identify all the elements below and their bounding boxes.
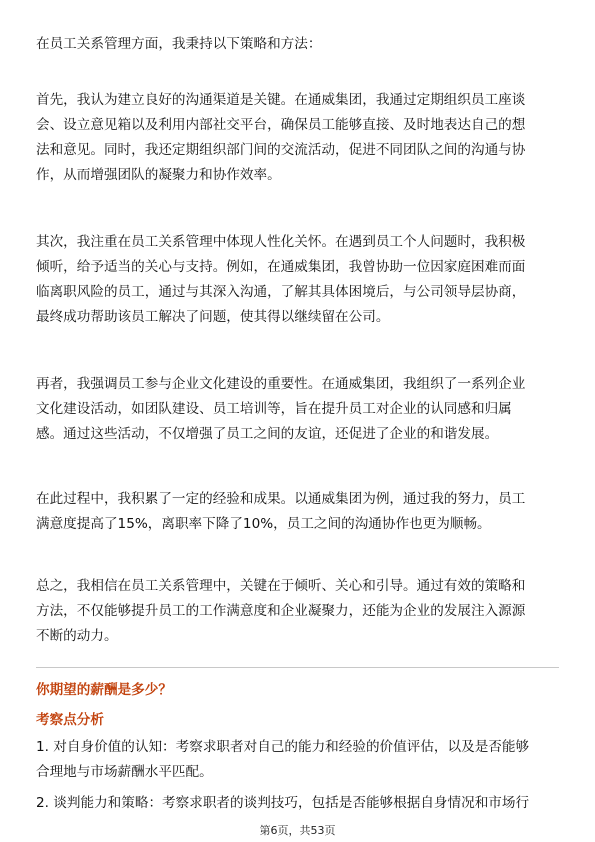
analysis-item-2 [36,791,559,816]
text-line: 首先，我认为建立良好的沟通渠道是关键。在通威集团，我通过定期组织员工座谈 [36,92,526,108]
text-line: 临离职风险的员工，通过与其深入沟通，了解其具体困境后，与公司领导层协商， [36,284,526,300]
question-title: 你期望的薪酬是多少？ [36,682,172,698]
text-line: 1. 对自身价值的认知：考察求职者对自己的能力和经验的价值评估，以及是否能够 [36,739,530,755]
text-line: 不断的动力。 [36,628,118,644]
text-line: 会、设立意见箱以及利用内部社交平台，确保员工能够直接、及时地表达自己的想 [36,117,526,133]
text-line: 总之，我相信在员工关系管理中，关键在于倾听、关心和引导。通过有效的策略和 [36,578,526,594]
text-line: 其次，我注重在员工关系管理中体现人性化关怀。在遇到员工个人问题时，我积极 [36,234,526,250]
text-line: 倾听，给予适当的关心与支持。例如，在通威集团，我曾协助一位因家庭困难而面 [36,259,526,275]
document-page [36,0,559,842]
text-line: 最终成功帮助该员工解决了问题，使其得以继续留在公司。 [36,309,390,325]
text-line: 满意度提高了15%，离职率下降了10%，员工之间的沟通协作也更为顺畅。 [36,516,491,532]
page-footer: 第6页，共53页 [259,824,336,837]
text-line: 在此过程中，我积累了一定的经验和成果。以通威集团为例，通过我的努力，员工 [36,491,526,507]
paragraph-conclusion [36,574,559,649]
analysis-item-1 [36,735,559,785]
text-line: 2. 谈判能力和策略：考察求职者的谈判技巧，包括是否能够根据自身情况和市场行 [36,795,530,811]
text-line: 感。通过这些活动，不仅增强了员工之间的友谊，还促进了企业的和谐发展。 [36,426,499,442]
paragraph-care [36,230,559,330]
intro-paragraph [36,32,559,57]
text-line: 作，从而增强团队的凝聚力和协作效率。 [36,167,281,183]
text-line: 法和意见。同时，我还定期组织部门间的交流活动，促进不同团队之间的沟通与协 [36,142,526,158]
analysis-title: 考察点分析 [36,712,104,728]
paragraph-communication [36,88,559,188]
text-line: 再者，我强调员工参与企业文化建设的重要性。在通威集团，我组织了一系列企业 [36,376,526,392]
text-line: 方法，不仅能够提升员工的工作满意度和企业凝聚力，还能为企业的发展注入源源 [36,603,526,619]
paragraph-results [36,487,559,537]
paragraph-culture [36,372,559,447]
section-divider [36,667,559,668]
text-line: 在员工关系管理方面，我秉持以下策略和方法： [36,36,322,52]
text-line: 文化建设活动，如团队建设、员工培训等，旨在提升员工对企业的认同感和归属 [36,401,512,417]
text-line: 合理地与市场薪酬水平匹配。 [36,764,213,780]
